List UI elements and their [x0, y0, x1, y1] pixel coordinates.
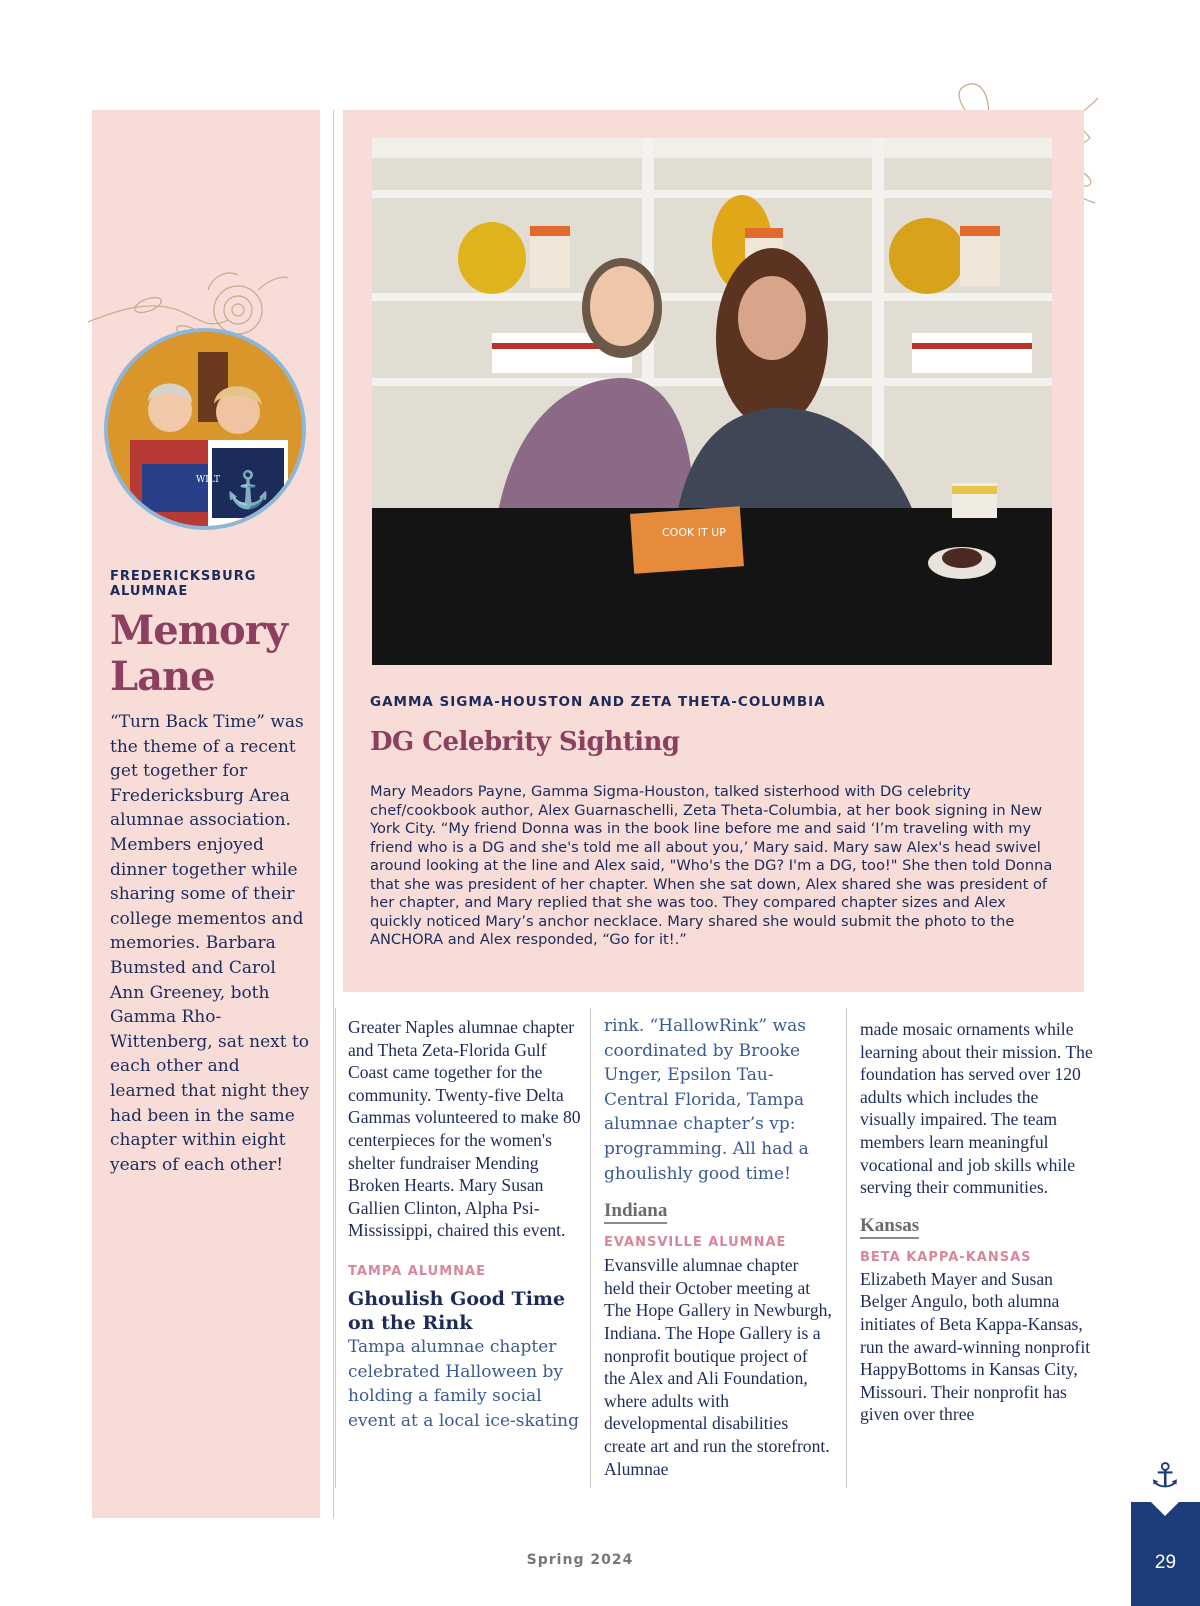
alumnae-circle-photo — [104, 328, 306, 530]
tampa-body: Tampa alumnae chapter celebrated Halloween by holding a family social event at a local ice-skating — [348, 1336, 580, 1431]
circle-photo-book-text: WILT — [196, 475, 221, 485]
page-number: 29 — [1154, 1552, 1177, 1573]
column-3-body: made mosaic ornaments while learning about their mission. The foundation has served over 120 adults which includes the visually impaired. The team members learn meaningful vocational and job skills while serving their communities. — [860, 1019, 1093, 1198]
column-divider — [335, 1008, 336, 1488]
svg-text:⚓: ⚓ — [225, 470, 271, 511]
tampa-kicker: TAMPA ALUMNAE — [348, 1263, 486, 1279]
tampa-title: Ghoulish Good Time on the Rink — [348, 1287, 566, 1334]
column-2 — [604, 1014, 832, 1480]
column-divider — [333, 110, 334, 1518]
feature-photo-book-text: COOK IT UP — [662, 526, 726, 539]
sidebar-title — [110, 608, 287, 700]
evansville-body: Evansville alumnae chapter held their October meeting at The Hope Gallery in Newburgh, Indiana. The Hope Gallery is a nonprofit boutique project of the Alex and Ali Foundation, where adults with developmental disabilities create art and run the storefront. Alumnae — [604, 1255, 832, 1479]
feature-body: Mary Meadors Payne, Gamma Sigma-Houston, talked sisterhood with DG celebrity chef/cookbook author, Alex Guarnaschelli, Zeta Theta-Columbia, at her book signing in New York City. “My friend Donna was in the book line before me and said ‘I’m traveling with my friend who is a DG and she's told me all about you,’ Mary said. Mary saw Alex's head swivel around looking at the line and Alex said, "Who's the DG? I'm a DG, too!" She then told Donna that she was president of her chapter. When she sat down, Alex shared she was president of her chapter, and Mary replied that she was too. They compared chapter sizes and Alex quickly noticed Mary’s anchor necklace. Mary shared she would submit the photo to the ANCHORA and Alex responded, “Go for it!.” — [370, 783, 1053, 948]
sidebar-title-line1: Memory — [110, 607, 288, 654]
beta-kappa-body: Elizabeth Mayer and Susan Belger Angulo, both alumna initiates of Beta Kappa-Kansas, run the award-winning nonprofit HappyBottoms in Kansas City, Missouri. Their nonprofit has given over three — [860, 1268, 1091, 1425]
evansville-kicker: EVANSVILLE ALUMNAE — [604, 1235, 787, 1251]
sidebar-title-line2: Lane — [110, 653, 215, 700]
sidebar-kicker: FREDERICKSBURG ALUMNAE — [110, 569, 257, 599]
issue-label: Spring 2024 — [526, 1552, 634, 1568]
sidebar-body: “Turn Back Time” was the theme of a recent get together for Fredericksburg Area alumnae association. Members enjoyed dinner together while sharing some of their college mementos and memories. Barbara Bumsted and Carol Ann Greeney, both Gamma Rho-Wittenberg, sat next to each other and learned that night they had been in the same chapter within eight years of each other! — [110, 712, 310, 1175]
anchor-icon: ⚓ — [1149, 1456, 1181, 1496]
feature-title: DG Celebrity Sighting — [370, 727, 680, 757]
column-3 — [860, 1018, 1094, 1426]
beta-kappa-kicker: BETA KAPPA-KANSAS — [860, 1249, 1032, 1265]
column-1-body: Greater Naples alumnae chapter and Theta Zeta-Florida Gulf Coast came together for the community. Twenty-five Delta Gammas volunteered to make 80 centerpieces for the women's shelter fundraiser Mending Broken Hearts. Mary Susan Gallien Clinton, Alpha Psi-Mississippi, chaired this event. — [348, 1017, 581, 1241]
feature-photo — [372, 138, 1052, 665]
column-2-body: rink. “HallowRink” was coordinated by Brooke Unger, Epsilon Tau-Central Florida, Tampa alumnae chapter’s vp: programming. All had a ghoulishly good time! — [604, 1016, 809, 1184]
indiana-heading: Indiana — [604, 1200, 667, 1224]
kansas-heading: Kansas — [860, 1215, 919, 1239]
column-1 — [348, 1016, 582, 1433]
column-divider — [590, 1008, 591, 1488]
column-divider — [846, 1008, 847, 1488]
feature-kicker: GAMMA SIGMA-HOUSTON AND ZETA THETA-COLUMBIA — [370, 694, 826, 710]
